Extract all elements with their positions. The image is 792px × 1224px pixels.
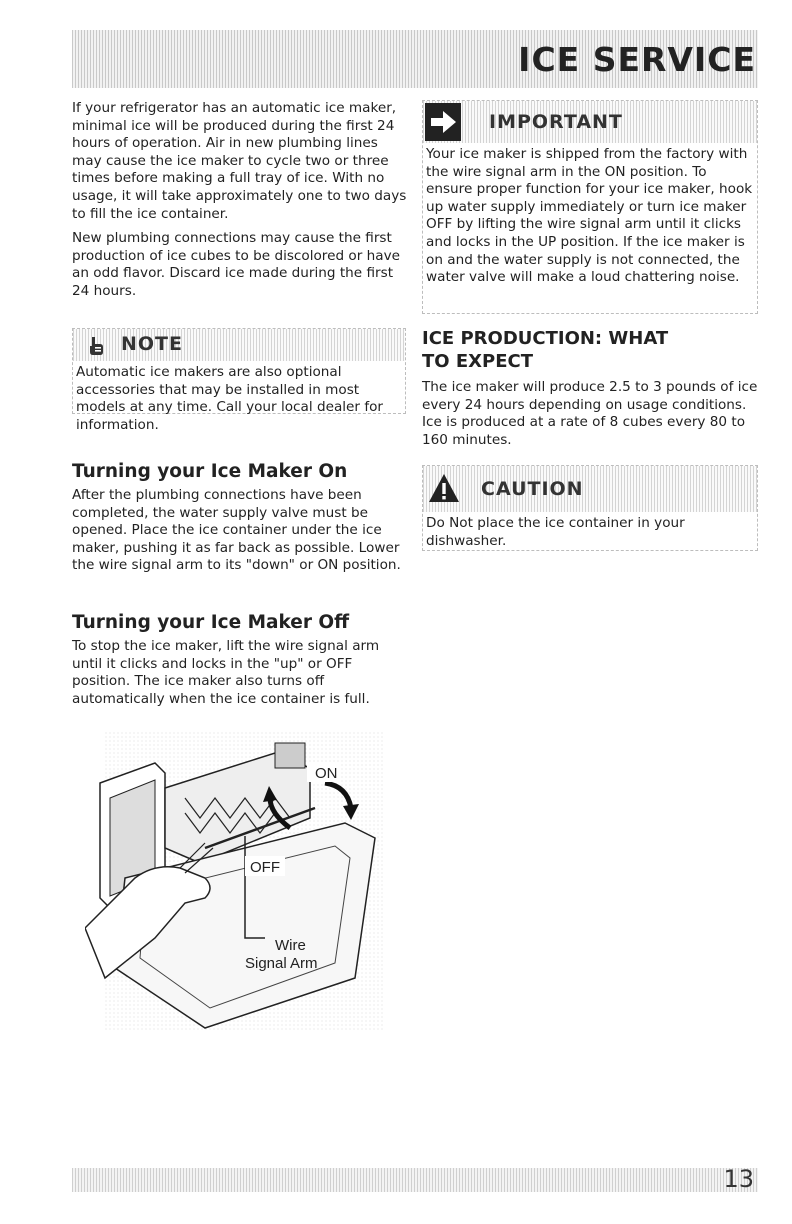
turning-off-section: [72, 612, 407, 708]
intro-paragraph-2: New plumbing connections may cause the first production of ice cubes to be discolored or have an odd flavor. Discard ice made during the first 24 hours.: [72, 230, 400, 299]
ice-production-text: The ice maker will produce 2.5 to 3 pounds of ice every 24 hours depending on usage conditions. Ice is produced at a rate of 8 cubes every 80 to 160 minutes.: [422, 379, 758, 448]
arrow-right-icon: [425, 103, 461, 141]
ice-production-section: [422, 327, 762, 449]
caution-title: CAUTION: [481, 478, 584, 500]
turning-off-text: To stop the ice maker, lift the wire signal arm until it clicks and locks in the "up" or OFF position. The ice maker also turns off automatically when the ice container is full.: [72, 638, 380, 707]
illustration-label-wire: Wire: [275, 937, 306, 954]
note-text: Automatic ice makers are also optional accessories that may be installed in most models at any time. Call your local dealer for information.: [76, 364, 384, 433]
turning-off-heading: Turning your Ice Maker Off: [72, 612, 350, 633]
footer-bar: [72, 1168, 758, 1192]
caution-box: [422, 465, 758, 551]
warning-triangle-icon: [427, 472, 461, 504]
turning-on-section: [72, 461, 407, 575]
page-number: 13: [723, 1165, 754, 1193]
turning-on-text: After the plumbing connections have been completed, the water supply valve must be opened. Place the ice container under the ice maker, pushing it as far back as possible. Lower the wire signal arm to its "down" or ON position.: [72, 487, 401, 574]
intro-section: [72, 100, 407, 301]
important-title: IMPORTANT: [489, 111, 623, 133]
note-title: NOTE: [121, 333, 183, 355]
caution-text: Do Not place the ice container in your dishwasher.: [426, 515, 685, 549]
ice-production-heading-line1: ICE PRODUCTION: WHAT: [422, 328, 669, 349]
important-box: [422, 100, 758, 314]
illustration-label-signal-arm: Signal Arm: [245, 955, 318, 972]
important-text: Your ice maker is shipped from the factory with the wire signal arm in the ON position. To ensure proper function for your ice maker, hook up water supply immediately or turn ice maker OFF by lifting the wire signal arm until it clicks and locks in the UP position. If the ice maker is on and the water supply is not connected, the water valve will make a loud chattering noise.: [426, 146, 753, 286]
hand-point-icon: [85, 335, 107, 357]
ice-production-heading-line2: TO EXPECT: [422, 351, 533, 372]
illustration-label-on: ON: [315, 765, 338, 782]
caution-title-band: [423, 466, 757, 512]
page-title: ICE SERVICE: [518, 40, 756, 79]
ice-maker-illustration: [85, 728, 390, 1033]
note-box: [72, 328, 406, 433]
illustration-label-off: OFF: [250, 859, 280, 876]
intro-paragraph-1: If your refrigerator has an automatic ice maker, minimal ice will be produced during the first 24 hours of operation. Air in new plumbing lines may cause the ice maker to cycle two or three times before making a full tray of ice. With no usage, it will take approximately one to two days to fill the ice container.: [72, 100, 407, 222]
turning-on-heading: Turning your Ice Maker On: [72, 461, 348, 482]
